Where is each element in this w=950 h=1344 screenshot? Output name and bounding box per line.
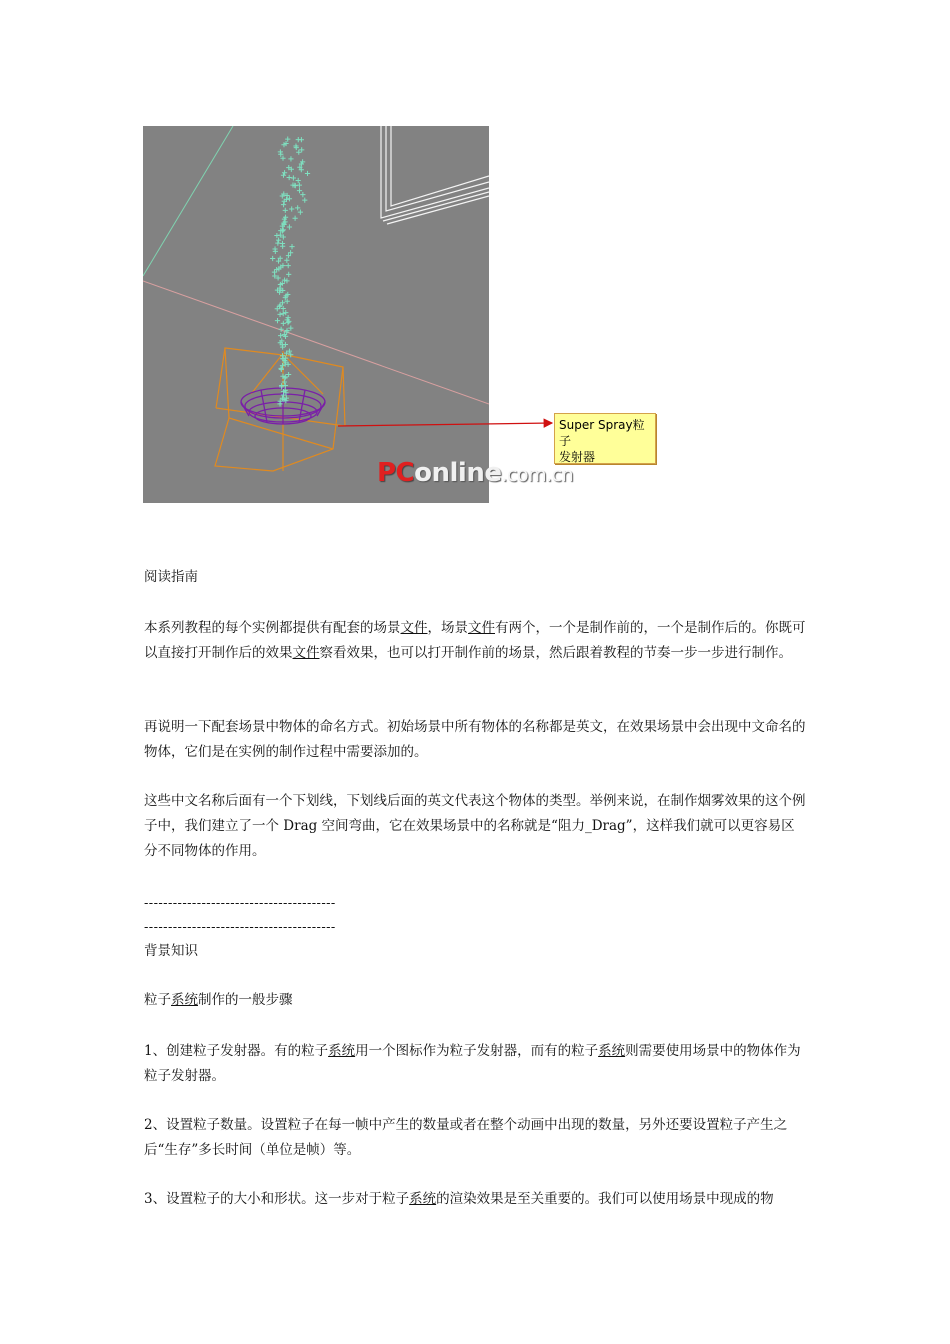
particle: [296, 178, 301, 183]
particle: [277, 312, 282, 317]
particle: [285, 320, 290, 325]
particle: [281, 311, 286, 316]
window-frame: [381, 126, 489, 224]
link-file-3[interactable]: 文件: [292, 645, 320, 661]
particle: [293, 183, 298, 188]
background-title: 背景知识: [144, 943, 198, 959]
spray-gizmo: [215, 348, 345, 471]
particle: [282, 170, 287, 175]
particle: [278, 333, 283, 338]
reading-guide-title: 阅读指南: [144, 569, 198, 585]
steps-title: 粒子系统制作的一般步骤: [144, 992, 293, 1008]
particle: [275, 318, 280, 323]
divider-1: ----------------------------------------: [144, 896, 336, 911]
step-1: 1、创建粒子发射器。有的粒子系统用一个图标作为粒子发射器，而有的粒子系统则需要使用场景中的物体作为粒子发射器。: [144, 1043, 801, 1084]
viewport-image: [143, 126, 489, 503]
particle: [280, 300, 285, 305]
particle: [300, 192, 305, 197]
pconline-watermark: [377, 458, 573, 488]
particle: [282, 278, 287, 283]
callout-label: [554, 413, 656, 464]
particle: [270, 256, 275, 261]
scene-drawing: [143, 126, 489, 503]
particle: [285, 137, 290, 142]
link-system-2[interactable]: 系统: [598, 1043, 626, 1059]
particle: [296, 150, 301, 155]
particle: [283, 310, 288, 315]
watermark-domain: .com.cn: [501, 464, 574, 486]
particle: [275, 241, 280, 246]
link-system-0[interactable]: 系统: [171, 992, 198, 1008]
watermark-brand: PC: [377, 458, 415, 488]
particle: [295, 205, 300, 210]
paragraph-underscore: 这些中文名称后面有一个下划线，下划线后面的英文代表这个物体的类型。举例来说，在制作烟雾效果的这个例子中，我们建立了一个 Drag 空间弯曲，它在效果场景中的名称就是“阻力_Drag”，这样我们就可以更容易区分不同物体的作用。: [144, 793, 806, 859]
particle: [299, 147, 304, 152]
particle: [298, 210, 303, 215]
paragraph-files: 本系列教程的每个实例都提供有配套的场景文件，场景文件有两个，一个是制作前的，一个是制作后的。你既可以直接打开制作后的效果文件察看效果，也可以打开制作前的场景，然后跟着教程的节奏一步一步进行制作。: [144, 620, 806, 661]
particle: [281, 202, 286, 207]
step-3: 3、设置粒子的大小和形状。这一步对于粒子系统的渲染效果是至关重要的。我们可以使用场景中现成的物: [144, 1191, 774, 1207]
link-system-1[interactable]: 系统: [328, 1043, 356, 1059]
particle: [302, 198, 307, 203]
particle: [299, 137, 304, 142]
particle: [284, 258, 289, 263]
particle: [288, 325, 293, 330]
particle: [289, 244, 294, 249]
particle: [286, 272, 291, 277]
particle: [273, 249, 278, 254]
particle: [281, 321, 286, 326]
paragraph-naming: 再说明一下配套场景中物体的命名方式。初始场景中所有物体的名称都是英文，在效果场景中会出现中文命名的物体，它们是在实例的制作过程中需要添加的。: [144, 719, 806, 760]
callout-line2: 发射器: [559, 450, 596, 464]
link-system-3[interactable]: 系统: [409, 1191, 437, 1207]
particle: [283, 208, 288, 213]
divider-2: ----------------------------------------: [144, 920, 336, 935]
particle: [286, 263, 291, 268]
particle: [288, 156, 293, 161]
particle: [284, 278, 289, 283]
grid-line-green: [143, 126, 233, 276]
step-2: 2、设置粒子数量。设置粒子在每一帧中产生的数量或者在整个动画中出现的数量，另外还要设置粒子产生之后“生存”多长时间（单位是帧）等。: [144, 1117, 788, 1158]
particle: [287, 224, 292, 229]
link-file-2[interactable]: 文件: [468, 620, 495, 636]
particle-stream: [270, 137, 310, 407]
particle: [297, 188, 302, 193]
particle: [293, 216, 298, 221]
watermark-rest: online: [414, 458, 502, 488]
particle: [280, 244, 285, 249]
particle: [289, 206, 294, 211]
particle: [305, 171, 310, 176]
particle: [281, 227, 286, 232]
grid-line-red: [143, 281, 489, 404]
particle: [276, 238, 281, 243]
particle: [297, 183, 302, 188]
particle: [281, 173, 286, 178]
callout-line1: Super Spray粒子: [559, 418, 645, 448]
particle: [287, 196, 292, 201]
particle: [291, 175, 296, 180]
link-file-1[interactable]: 文件: [400, 620, 428, 636]
